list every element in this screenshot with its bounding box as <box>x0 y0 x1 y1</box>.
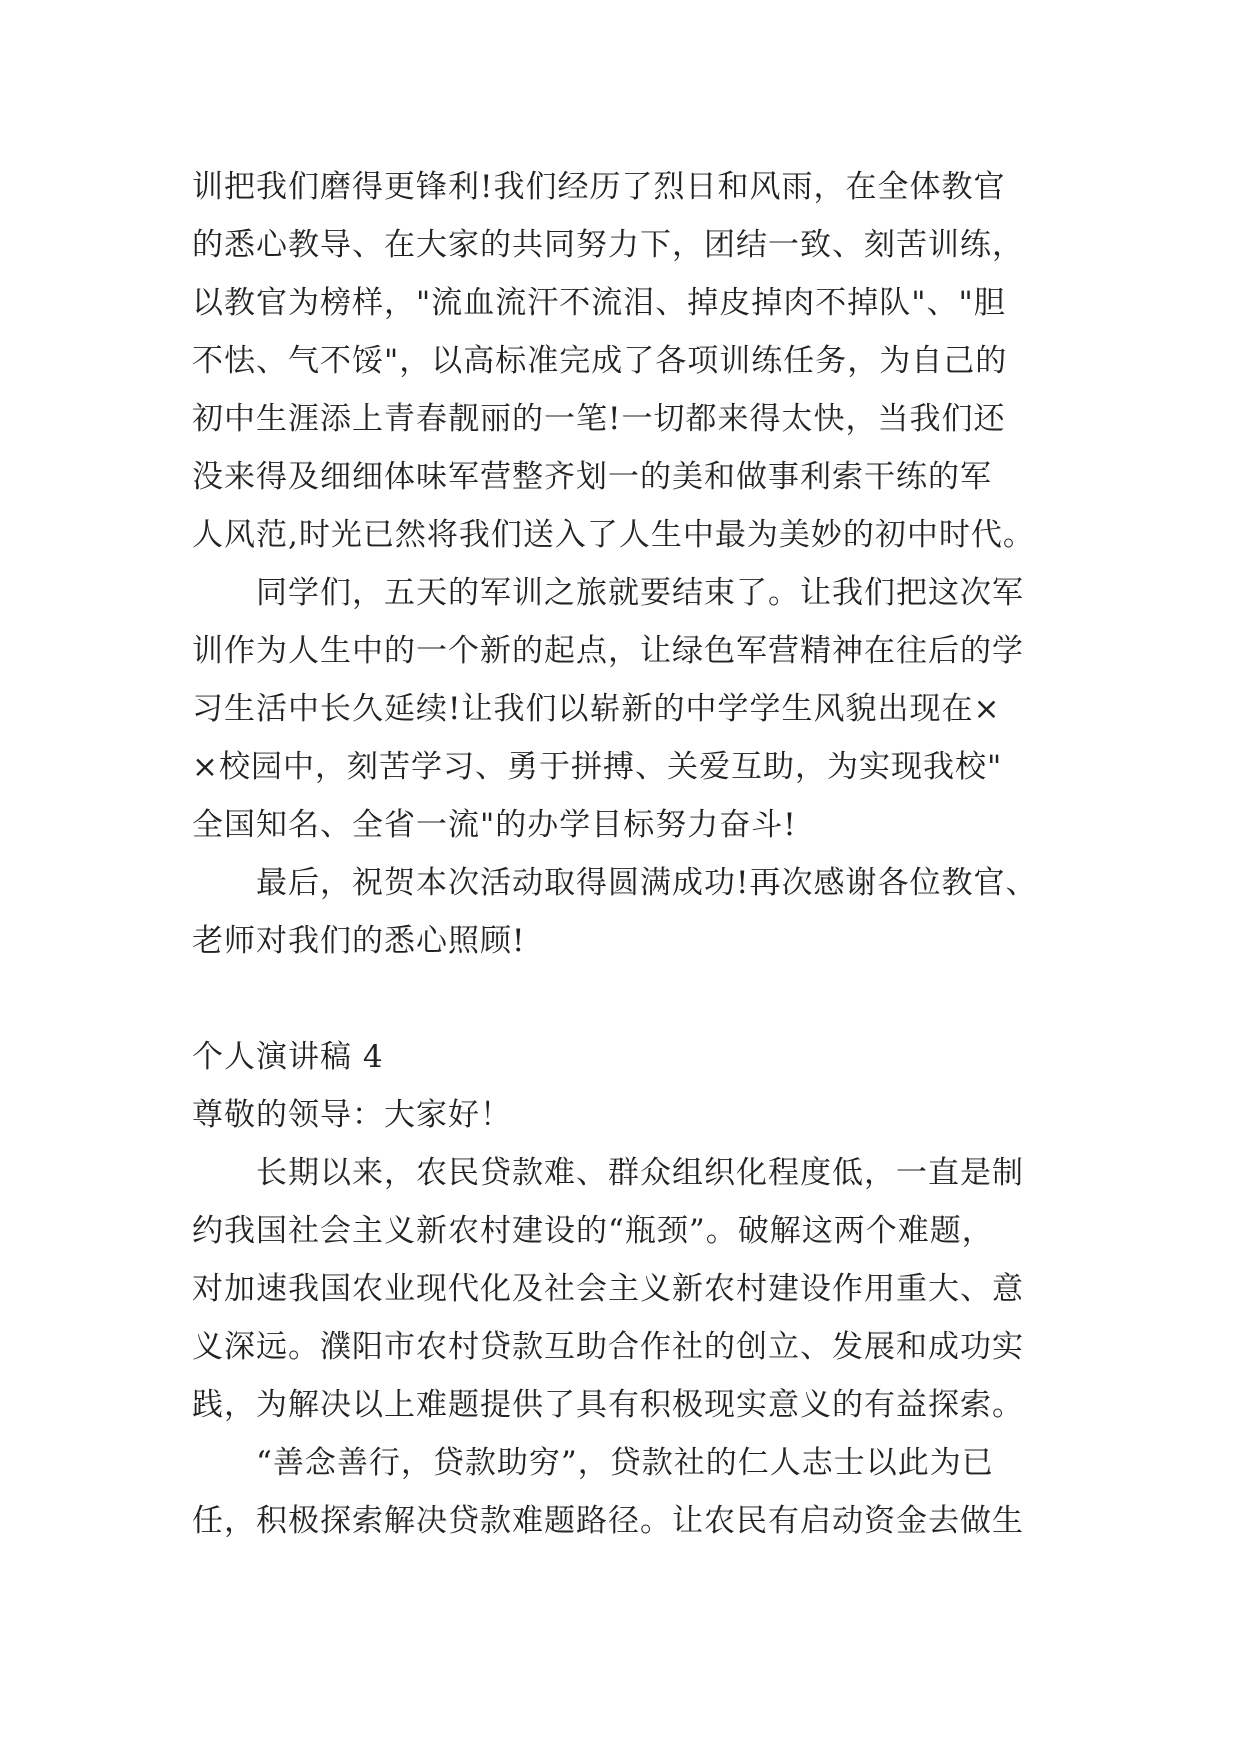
text-line: 任，积极探索解决贷款难题路径。让农民有启动资金去做生 <box>192 1503 1024 1539</box>
text-line: 训作为人生中的一个新的起点，让绿色军营精神在往后的学 <box>192 633 1024 669</box>
text-line: ×校园中，刻苦学习、勇于拼搏、关爱互助，为实现我校" <box>192 749 1003 785</box>
document-page <box>192 158 1052 1550</box>
text-line: 最后，祝贺本次活动取得圆满成功!再次感谢各位教官、 <box>256 865 1038 901</box>
text-line: 约我国社会主义新农村建设的“瓶颈”。破解这两个难题， <box>192 1213 994 1249</box>
text-line: 习生活中长久延续!让我们以崭新的中学学生风貌出现在× <box>192 691 1001 727</box>
paragraph <box>192 564 1052 854</box>
text-line: 的悉心教导、在大家的共同努力下，团结一致、刻苦训练， <box>192 227 1024 263</box>
paragraph <box>192 1144 1052 1434</box>
text-line: 不怯、气不馁"，以高标准完成了各项训练任务，为自己的 <box>192 343 1008 379</box>
text-line: 全国知名、全省一流"的办学目标努力奋斗! <box>192 807 797 843</box>
text-line: 没来得及细细体味军营整齐划一的美和做事利索干练的军 <box>192 459 992 495</box>
text-line: 人风范,时光已然将我们送入了人生中最为美妙的初中时代。 <box>192 517 1035 553</box>
text-line: 践，为解决以上难题提供了具有积极现实意义的有益探索。 <box>192 1387 1024 1423</box>
paragraph <box>192 1434 1052 1550</box>
text-line: 以教官为榜样，"流血流汗不流泪、掉皮掉肉不掉队"、"胆 <box>192 285 1006 321</box>
section-heading: 个人演讲稿 4 <box>192 1039 384 1075</box>
text-line: 老师对我们的悉心照顾! <box>192 923 526 959</box>
text-line: “善念善行，贷款助穷”，贷款社的仁人志士以此为已 <box>256 1445 994 1481</box>
text-line: 长期以来，农民贷款难、群众组织化程度低，一直是制 <box>256 1155 1024 1191</box>
text-line: 对加速我国农业现代化及社会主义新农村建设作用重大、意 <box>192 1271 1024 1307</box>
text-line: 初中生涯添上青春靓丽的一笔!一切都来得太快，当我们还 <box>192 401 1006 437</box>
blank-line <box>192 970 1052 1028</box>
text-line: 义深远。濮阳市农村贷款互助合作社的创立、发展和成功实 <box>192 1329 1024 1365</box>
text-line: 训把我们磨得更锋利!我们经历了烈日和风雨，在全体教官 <box>192 169 1006 205</box>
paragraph <box>192 854 1052 970</box>
paragraph <box>192 158 1052 564</box>
text-line: 同学们，五天的军训之旅就要结束了。让我们把这次军 <box>256 575 1024 611</box>
salutation: 尊敬的领导：大家好！ <box>192 1097 512 1133</box>
